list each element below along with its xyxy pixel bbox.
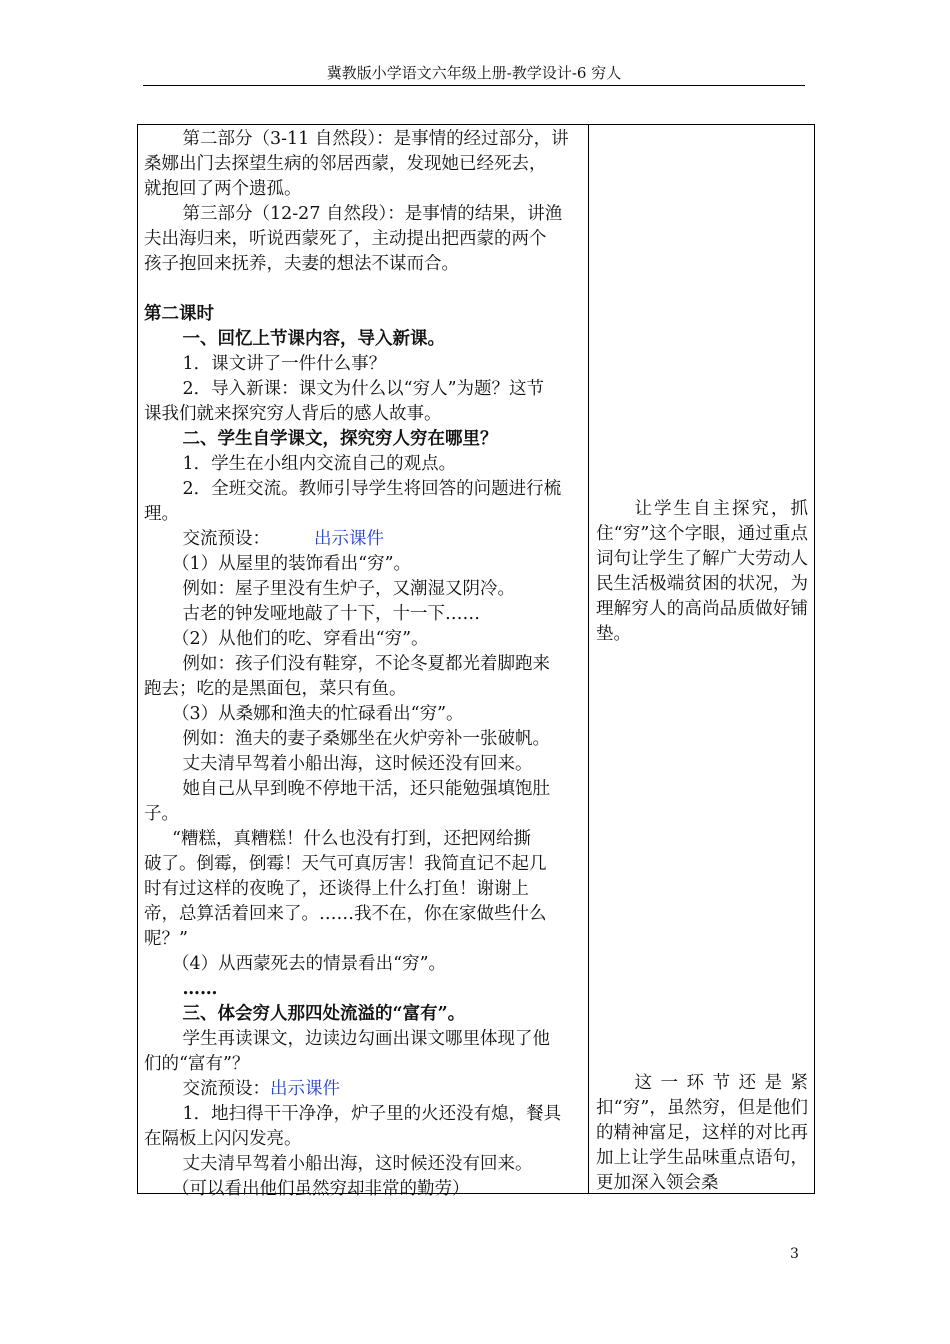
text-line	[144, 152, 584, 177]
line-text: 一、回忆上节课内容，导入新课。	[182, 329, 445, 349]
line-text: 交流预设：	[182, 1079, 270, 1099]
text-line	[144, 377, 584, 402]
text-line	[144, 927, 584, 952]
text-line	[144, 727, 584, 752]
column-divider	[588, 124, 589, 1194]
text-line	[144, 1027, 584, 1052]
text-line	[144, 127, 584, 152]
line-text: 桑娜出门去探望生病的邻居西蒙，发现她已经死去，	[144, 154, 547, 174]
line-text: 三、体会穷人那四处流溢的“富有”。	[182, 1004, 466, 1024]
design-note-1	[596, 497, 808, 647]
text-line	[144, 1052, 584, 1077]
design-note-text: 让学生自主探究，抓住“穷”这个字眼，通过重点词句让学生了解广大劳动人民生活极端贫困的状况，为理解穷人的高尚品质做好铺垫。	[596, 499, 808, 644]
text-line	[144, 302, 584, 327]
text-line	[144, 877, 584, 902]
text-line	[144, 1127, 584, 1152]
text-line	[144, 352, 584, 377]
line-text: 2．全班交流。教师引导学生将回答的问题进行梳	[182, 479, 562, 499]
text-line	[144, 402, 584, 427]
text-line	[144, 252, 584, 277]
line-text: 例如：屋子里没有生炉子，又潮湿又阴冷。	[182, 579, 515, 599]
line-text: 第二课时	[144, 304, 214, 324]
text-line	[144, 1152, 584, 1177]
page-header: 冀教版小学语文六年级上册-教学设计-6 穷人	[326, 64, 622, 82]
line-text: （3）从桑娜和渔夫的忙碌看出“穷”。	[172, 704, 464, 724]
line-text: 第三部分（12-27 自然段）：是事情的结果，讲渔	[182, 204, 563, 224]
line-text: 跑去；吃的是黑面包，菜只有鱼。	[144, 679, 407, 699]
text-line	[144, 452, 584, 477]
line-text: （2）从他们的吃、穿看出“穷”。	[172, 629, 429, 649]
design-note-text: 这一环节还是紧扣“穷”，虽然穷，但是他们的精神富足，这样的对比再加上让学生品味重点语句，更加深入领会桑	[596, 1073, 808, 1193]
line-text: 理。	[144, 504, 179, 524]
line-text: 第二部分（3-11 自然段）：是事情的经过部分，讲	[182, 129, 569, 149]
text-line	[144, 977, 584, 1002]
text-line	[144, 1177, 584, 1202]
text-line	[144, 852, 584, 877]
blank-line	[144, 277, 584, 302]
line-text: 丈夫清早驾着小船出海，这时候还没有回来。	[182, 754, 533, 774]
courseware-link[interactable]: 出示课件	[270, 1079, 340, 1099]
text-line	[144, 427, 584, 452]
line-text: 例如：渔夫的妻子桑娜坐在火炉旁补一张破帆。	[182, 729, 550, 749]
text-line	[144, 827, 584, 852]
line-text: 交流预设：	[182, 529, 270, 549]
text-line	[144, 702, 584, 727]
text-line	[144, 227, 584, 252]
line-text: （1）从屋里的装饰看出“穷”。	[172, 554, 412, 574]
line-text: 时有过这样的夜晚了，还谈得上什么打鱼！谢谢上	[144, 879, 529, 899]
header-rule	[143, 85, 805, 86]
line-text: 1．地扫得干干净净，炉子里的火还没有熄，餐具	[182, 1104, 562, 1124]
line-text: 1．课文讲了一件什么事？	[182, 354, 387, 374]
text-line	[144, 477, 584, 502]
line-text: 课我们就来探究穷人背后的感人故事。	[144, 404, 442, 424]
text-line	[144, 902, 584, 927]
text-line	[144, 1002, 584, 1027]
design-note-2	[596, 1071, 808, 1196]
line-text: 孩子抱回来抚养，夫妻的想法不谋而合。	[144, 254, 459, 274]
line-text: 她自己从早到晚不停地干活，还只能勉强填饱肚	[182, 779, 550, 799]
page-number: 3	[790, 1246, 799, 1262]
text-line	[144, 677, 584, 702]
lesson-content-column	[144, 127, 584, 1202]
line-text: 在隔板上闪闪发亮。	[144, 1129, 302, 1149]
line-text: 夫出海归来，听说西蒙死了，主动提出把西蒙的两个	[144, 229, 547, 249]
line-text: 二、学生自学课文，探究穷人穷在哪里？	[182, 429, 498, 449]
line-text: ……	[182, 979, 218, 999]
line-text: 1．学生在小组内交流自己的观点。	[182, 454, 457, 474]
line-text: （4）从西蒙死去的情景看出“穷”。	[172, 954, 447, 974]
text-line	[144, 1077, 584, 1102]
line-text: 就抱回了两个遗孤。	[144, 179, 302, 199]
text-line	[144, 777, 584, 802]
text-line	[144, 1102, 584, 1127]
line-text: 古老的钟发哑地敲了十下，十一下……	[182, 604, 480, 624]
line-text: 例如：孩子们没有鞋穿，不论冬夏都光着脚跑来	[182, 654, 550, 674]
line-text: 们的“富有”？	[144, 1054, 250, 1074]
text-line	[144, 177, 584, 202]
line-text: 丈夫清早驾着小船出海，这时候还没有回来。	[182, 1154, 533, 1174]
text-line	[144, 202, 584, 227]
text-line	[144, 577, 584, 602]
line-text: 帝，总算活着回来了。……我不在，你在家做些什么	[144, 904, 547, 924]
line-text: 2．导入新课：课文为什么以“穷人”为题？这节	[182, 379, 545, 399]
text-line	[144, 327, 584, 352]
line-text: （可以看出他们虽然穷却非常的勤劳）	[172, 1179, 470, 1199]
courseware-link[interactable]: 出示课件	[314, 529, 384, 549]
text-line	[144, 952, 584, 977]
line-text: “糟糕，真糟糕！什么也没有打到，还把网给撕	[172, 829, 531, 849]
text-line	[144, 602, 584, 627]
text-line	[144, 627, 584, 652]
text-line	[144, 652, 584, 677]
line-text: 子。	[144, 804, 179, 824]
text-line	[144, 802, 584, 827]
text-line	[144, 552, 584, 577]
line-text: 呢？”	[144, 929, 188, 949]
text-line	[144, 502, 584, 527]
text-line	[144, 752, 584, 777]
text-line	[144, 527, 584, 552]
line-text: 破了。倒霉，倒霉！天气可真厉害！我简直记不起几	[144, 854, 547, 874]
line-text: 学生再读课文，边读边勾画出课文哪里体现了他	[182, 1029, 550, 1049]
